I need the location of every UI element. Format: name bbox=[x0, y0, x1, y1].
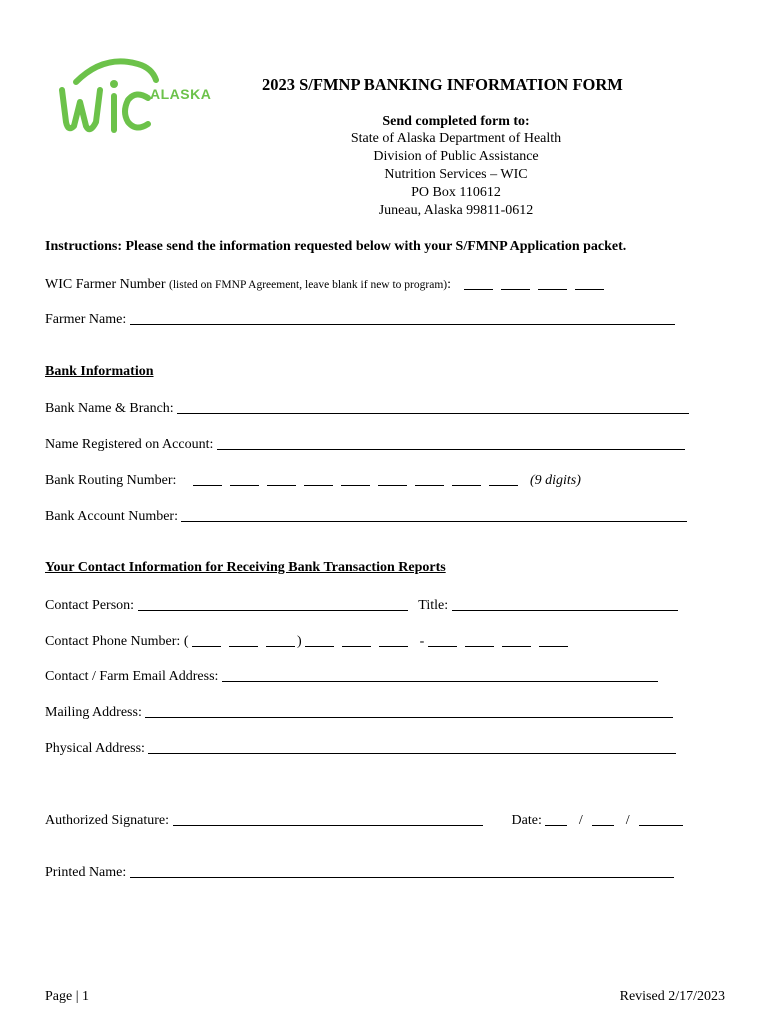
signature-row: Authorized Signature: Date: / / bbox=[45, 811, 691, 829]
farmer-number-row: WIC Farmer Number (listed on FMNP Agreement, leave blank if new to program): bbox=[45, 275, 612, 293]
phone-prefix-field[interactable] bbox=[379, 632, 408, 647]
date-day-field[interactable] bbox=[592, 811, 614, 826]
phone-prefix-field[interactable] bbox=[305, 632, 334, 647]
logo-state-text: ALASKA bbox=[150, 86, 212, 102]
routing-digit-field[interactable] bbox=[304, 471, 333, 486]
date-month-field[interactable] bbox=[545, 811, 567, 826]
address-line: PO Box 110612 bbox=[411, 185, 501, 200]
contact-phone-label: Contact Phone Number: bbox=[45, 634, 181, 649]
contact-email-row bbox=[45, 667, 658, 685]
contact-info-heading: Your Contact Information for Receiving Bank Transaction Reports bbox=[45, 560, 446, 575]
printed-name-label: Printed Name: bbox=[45, 865, 127, 880]
authorized-signature-label: Authorized Signature: bbox=[45, 813, 170, 828]
bank-info-heading: Bank Information bbox=[45, 364, 154, 379]
bank-name-label: Bank Name & Branch: bbox=[45, 401, 174, 416]
farmer-number-field[interactable] bbox=[464, 275, 493, 290]
routing-note: (9 digits) bbox=[529, 473, 581, 488]
farmer-name-label: Farmer Name: bbox=[45, 312, 127, 327]
address-line: Nutrition Services – WIC bbox=[384, 167, 528, 182]
address-line: Juneau, Alaska 99811-0612 bbox=[378, 203, 534, 218]
farmer-name-row bbox=[45, 310, 675, 328]
contact-email-label: Contact / Farm Email Address: bbox=[45, 669, 219, 684]
routing-digit-field[interactable] bbox=[267, 471, 296, 486]
phone-prefix-field[interactable] bbox=[342, 632, 371, 647]
routing-digit-field[interactable] bbox=[415, 471, 444, 486]
registered-name-label: Name Registered on Account: bbox=[45, 437, 214, 452]
physical-address-label: Physical Address: bbox=[45, 741, 145, 756]
farmer-number-field[interactable] bbox=[538, 275, 567, 290]
printed-name-row bbox=[45, 863, 674, 881]
contact-person-row bbox=[45, 596, 678, 614]
routing-digit-field[interactable] bbox=[378, 471, 407, 486]
routing-digit-field[interactable] bbox=[489, 471, 518, 486]
mailing-address-row bbox=[45, 703, 673, 721]
phone-line-field[interactable] bbox=[428, 632, 457, 647]
printed-name-field[interactable] bbox=[130, 863, 674, 878]
contact-person-field[interactable] bbox=[138, 596, 408, 611]
routing-number-label: Bank Routing Number: bbox=[45, 473, 177, 488]
instructions: Instructions: Please send the information requested below with your S/FMNP Application packet. bbox=[45, 239, 627, 254]
mailing-address-block bbox=[0, 130, 770, 220]
form-title: 2023 S/FMNP BANKING INFORMATION FORM bbox=[262, 75, 623, 94]
registered-name-field[interactable] bbox=[217, 435, 685, 450]
physical-address-row bbox=[45, 739, 676, 757]
revision-date: Revised 2/17/2023 bbox=[619, 989, 725, 1004]
contact-person-label: Contact Person: bbox=[45, 598, 135, 613]
account-number-label: Bank Account Number: bbox=[45, 509, 178, 524]
phone-line-field[interactable] bbox=[539, 632, 568, 647]
routing-digit-field[interactable] bbox=[193, 471, 222, 486]
routing-digit-field[interactable] bbox=[230, 471, 259, 486]
farmer-number-field[interactable] bbox=[501, 275, 530, 290]
contact-phone-row: Contact Phone Number: ( ) - bbox=[45, 632, 576, 650]
address-line: Division of Public Assistance bbox=[373, 149, 539, 164]
contact-title-label: Title: bbox=[418, 598, 449, 613]
date-label: Date: bbox=[511, 813, 542, 828]
mailing-address-field[interactable] bbox=[145, 703, 673, 718]
contact-email-field[interactable] bbox=[222, 667, 658, 682]
phone-line-field[interactable] bbox=[502, 632, 531, 647]
phone-area-field[interactable] bbox=[266, 632, 295, 647]
farmer-number-field[interactable] bbox=[575, 275, 604, 290]
farmer-number-label: WIC Farmer Number bbox=[45, 277, 166, 292]
registered-name-row bbox=[45, 435, 685, 453]
send-to-label: Send completed form to: bbox=[382, 114, 530, 129]
routing-digit-field[interactable] bbox=[452, 471, 481, 486]
contact-title-field[interactable] bbox=[452, 596, 678, 611]
authorized-signature-field[interactable] bbox=[173, 811, 483, 826]
farmer-number-note: (listed on FMNP Agreement, leave blank if new to program) bbox=[169, 279, 448, 291]
farmer-name-field[interactable] bbox=[130, 310, 675, 325]
routing-number-row bbox=[45, 471, 581, 489]
page-number: Page | 1 bbox=[45, 989, 90, 1004]
date-year-field[interactable] bbox=[639, 811, 683, 826]
account-number-row bbox=[45, 507, 687, 525]
bank-name-field[interactable] bbox=[177, 399, 689, 414]
address-line: State of Alaska Department of Health bbox=[350, 131, 562, 146]
mailing-address-label: Mailing Address: bbox=[45, 705, 142, 720]
routing-digit-field[interactable] bbox=[341, 471, 370, 486]
account-number-field[interactable] bbox=[181, 507, 687, 522]
phone-area-field[interactable] bbox=[229, 632, 258, 647]
physical-address-field[interactable] bbox=[148, 739, 676, 754]
bank-name-row bbox=[45, 399, 689, 417]
phone-area-field[interactable] bbox=[192, 632, 221, 647]
phone-line-field[interactable] bbox=[465, 632, 494, 647]
